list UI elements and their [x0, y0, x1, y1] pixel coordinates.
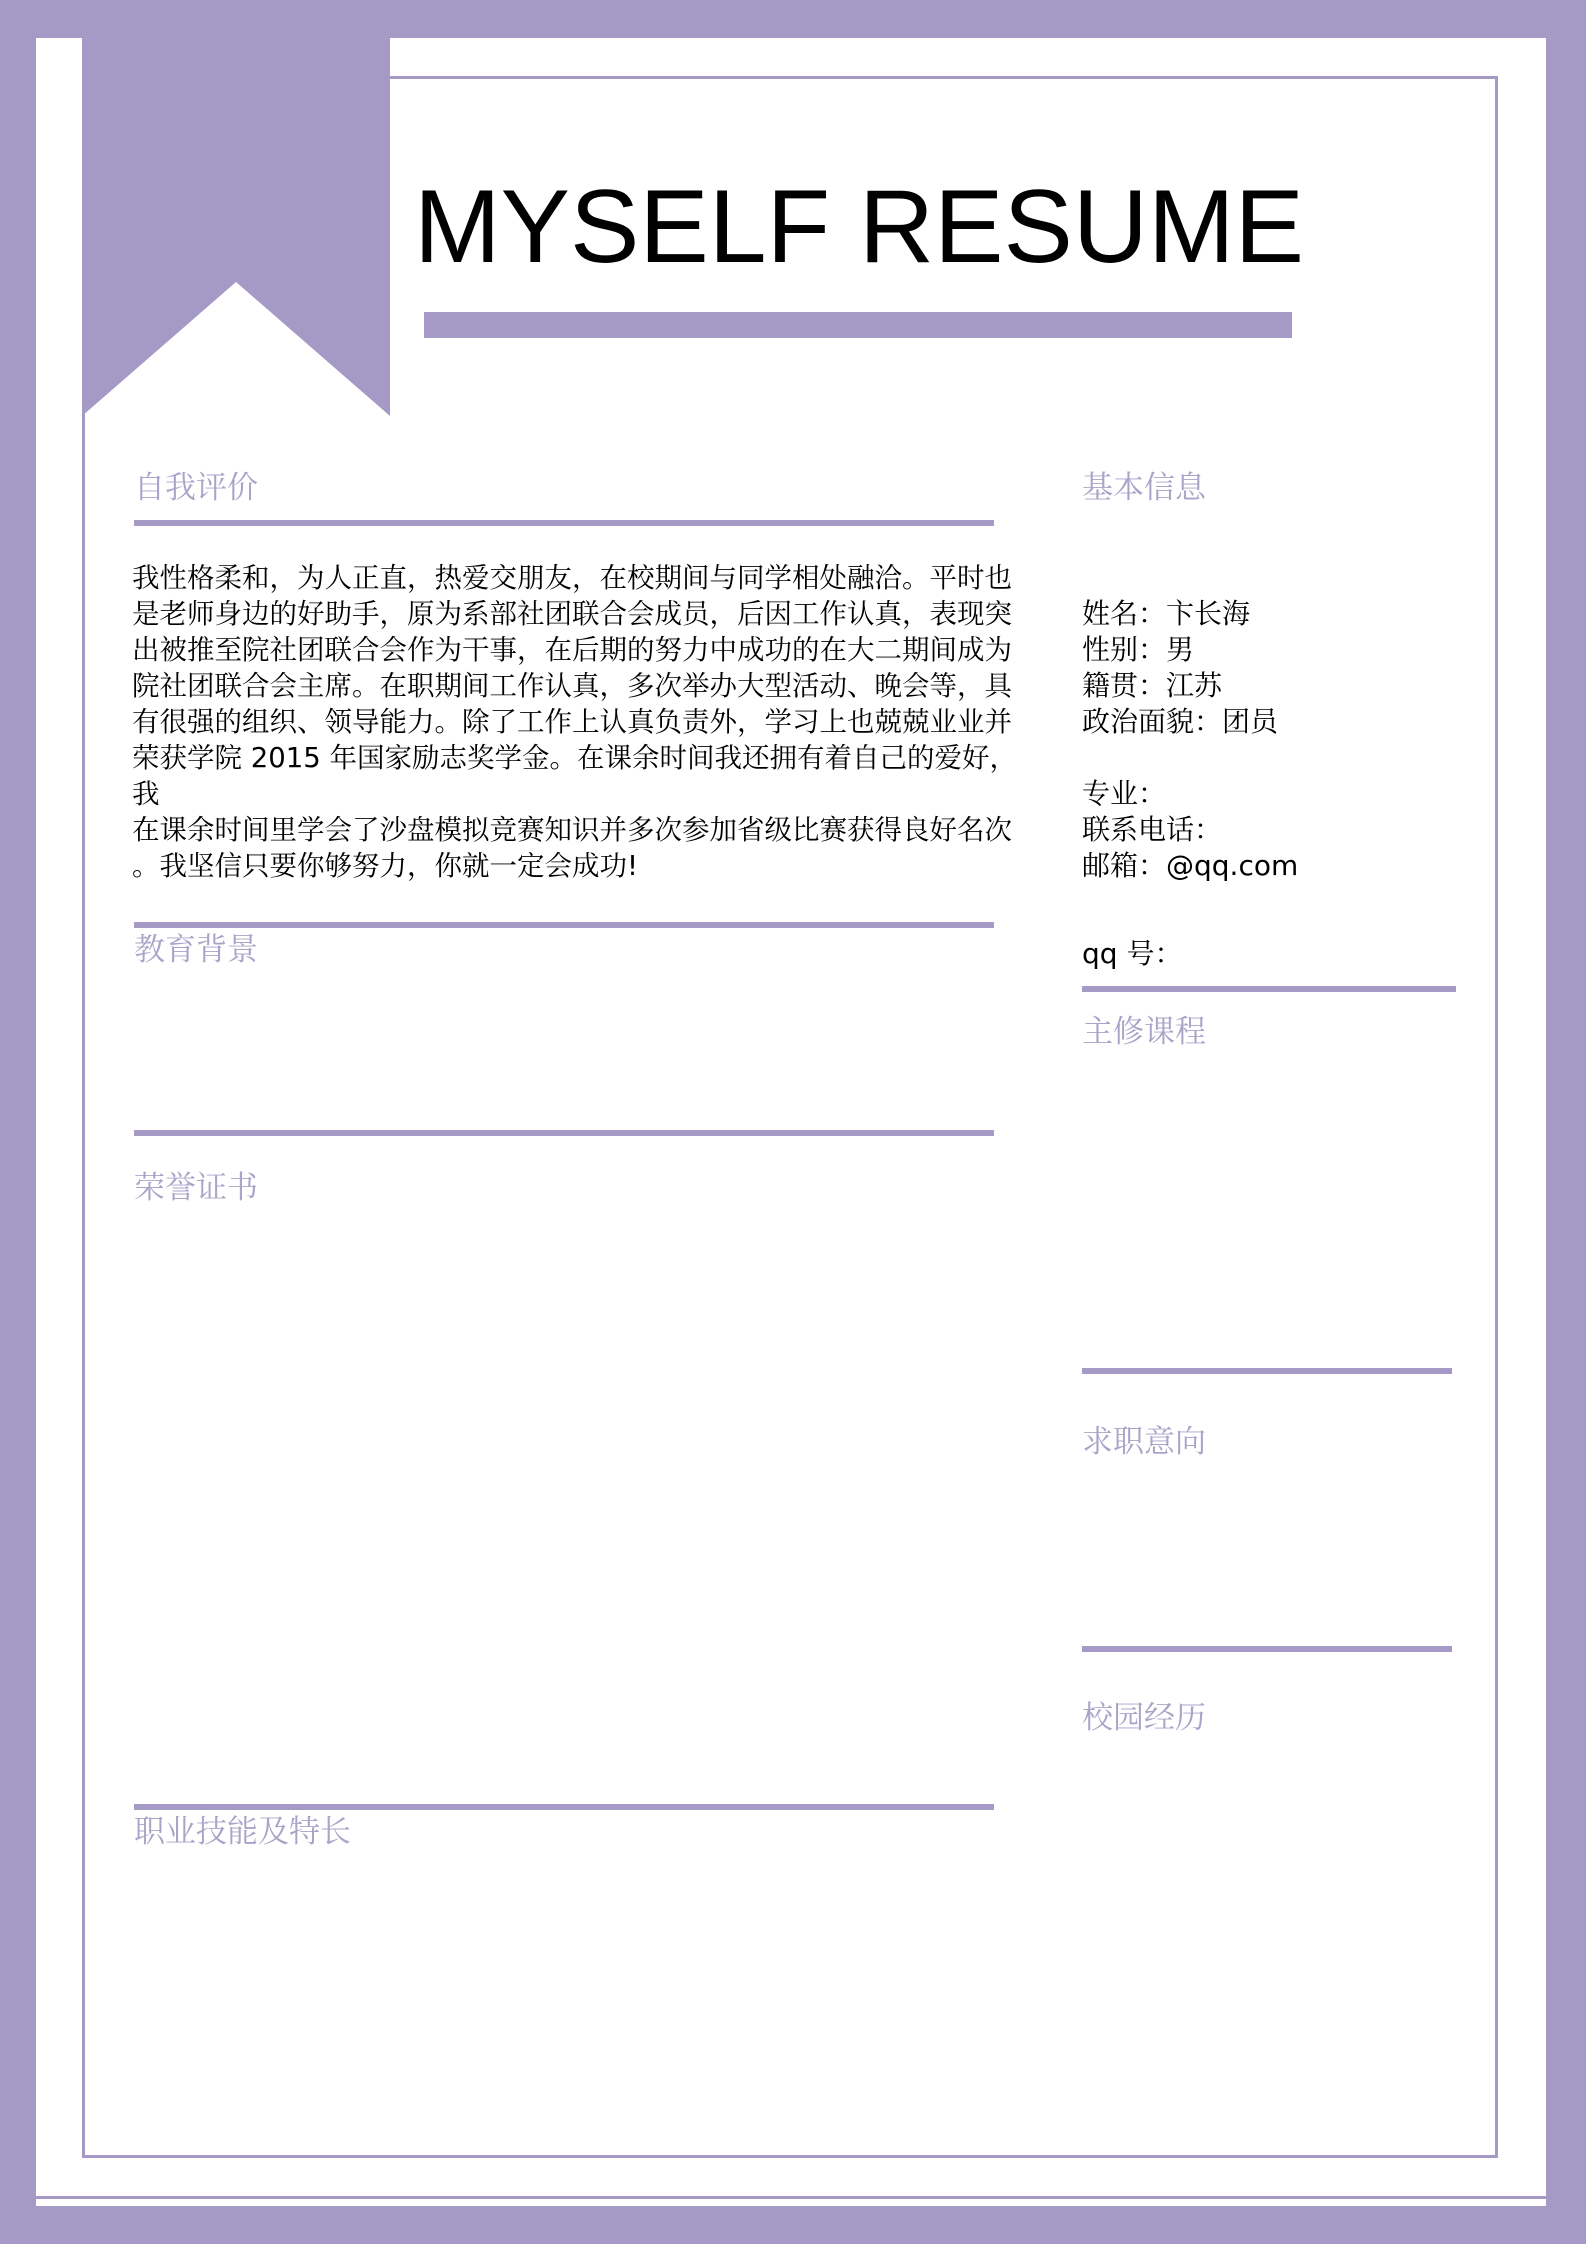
honors-heading: 荣誉证书 — [134, 1170, 258, 1206]
skills-rule — [134, 1804, 994, 1810]
info-qq: qq 号： — [1082, 937, 1183, 970]
self-eval-rule — [134, 520, 994, 526]
info-major: 专业： — [1082, 777, 1167, 810]
self-eval-line: 有很强的组织、领导能力。除了工作上认真负责外，学习上也兢兢业业并 — [132, 706, 1012, 738]
campus-rule — [1082, 1646, 1452, 1652]
skills-heading: 职业技能及特长 — [134, 1814, 351, 1850]
corner-arrow-decoration — [82, 262, 390, 416]
self-eval-line: 出被推至院社团联合会作为干事，在后期的努力中成功的在大二期间成为 — [132, 634, 1012, 666]
self-eval-text — [132, 560, 1042, 884]
courses-heading: 主修课程 — [1082, 1014, 1206, 1050]
corner-decoration — [82, 38, 390, 262]
info-name: 姓名：卞长海 — [1082, 597, 1251, 630]
job-intent-heading: 求职意向 — [1082, 1424, 1206, 1460]
self-eval-line: 是老师身边的好助手，原为系部社团联合会成员，后因工作认真，表现突 — [132, 598, 1012, 630]
title-underline — [424, 312, 1292, 338]
self-eval-line: 我 — [132, 778, 160, 810]
self-eval-heading: 自我评价 — [134, 470, 258, 506]
bottom-divider — [0, 2196, 1586, 2199]
info-phone: 联系电话： — [1082, 813, 1223, 846]
info-gender: 性别：男 — [1082, 633, 1195, 666]
self-eval-line: 荣获学院 2015 年国家励志奖学金。在课余时间我还拥有着自己的爱好， — [132, 742, 1017, 774]
self-eval-line: 在课余时间里学会了沙盘模拟竞赛知识并多次参加省级比赛获得良好名次 — [132, 814, 1012, 846]
page-title: MYSELF RESUME — [414, 169, 1304, 285]
bottom-band — [0, 2206, 1586, 2244]
info-politics: 政治面貌：团员 — [1082, 705, 1279, 738]
education-rule — [134, 922, 994, 928]
job-intent-rule — [1082, 1368, 1452, 1374]
self-eval-line: 。我坚信只要你够努力，你就一定会成功! — [132, 850, 639, 882]
info-hometown: 籍贯：江苏 — [1082, 669, 1223, 702]
basic-info-heading: 基本信息 — [1082, 470, 1206, 506]
campus-heading: 校园经历 — [1082, 1700, 1206, 1736]
honors-rule — [134, 1130, 994, 1136]
info-email: 邮箱：@qq.com — [1082, 849, 1299, 882]
self-eval-line: 院社团联合会主席。在职期间工作认真，多次举办大型活动、晚会等，具 — [132, 670, 1012, 702]
education-heading: 教育背景 — [134, 932, 258, 968]
courses-rule — [1082, 986, 1456, 992]
self-eval-line: 我性格柔和，为人正直，热爱交朋友，在校期间与同学相处融洽。平时也 — [132, 562, 1012, 594]
